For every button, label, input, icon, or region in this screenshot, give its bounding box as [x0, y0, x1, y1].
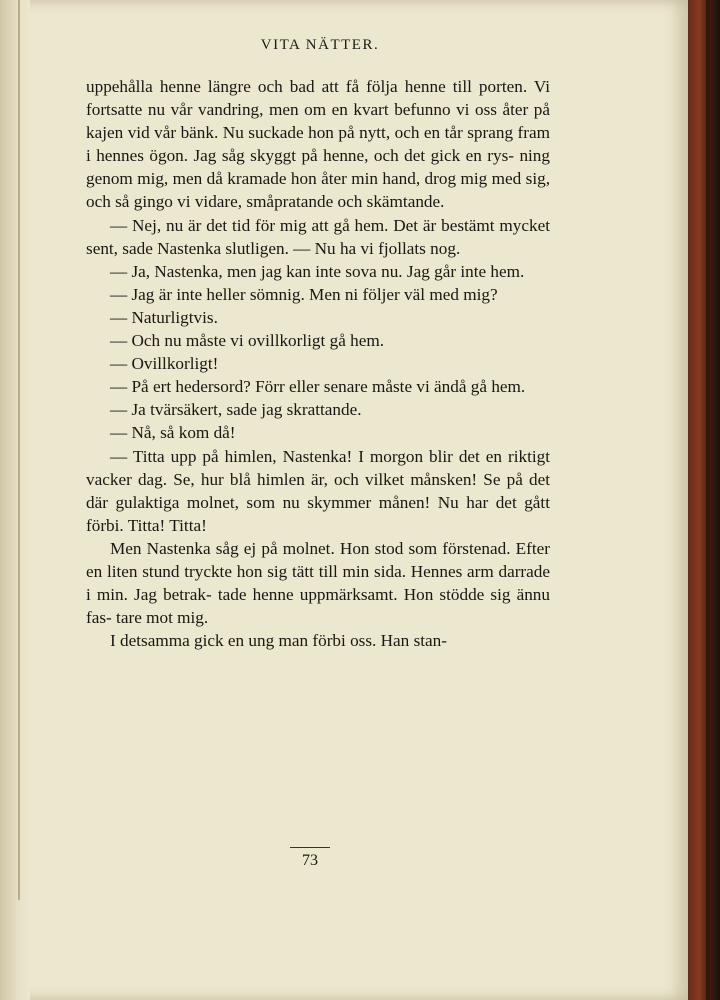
page-number: 73: [302, 852, 318, 869]
folio-rule: [290, 847, 330, 848]
paragraph: — Jag är inte heller sömnig. Men ni följer väl med mig?: [110, 284, 498, 304]
body-text: [86, 75, 550, 652]
paragraph: — Naturligtvis.: [110, 307, 218, 327]
page-gutter: [0, 0, 30, 1000]
book-cover-edge: [688, 0, 720, 1000]
paragraph: — Ja, Nastenka, men jag kan inte sova nu. Jag går inte hem.: [110, 261, 525, 281]
book-cover-spine: [706, 0, 710, 1000]
paragraph: — Och nu måste vi ovillkorligt gå hem.: [110, 331, 385, 351]
paragraph: — Nå, så kom då!: [110, 423, 236, 443]
paragraph: — Titta upp på himlen, Nastenka! I morgon blir det en riktigt vacker dag. Se, hur blå himlen är, och vilket månsken! Se på det där gulaktiga molnet, som nu skymmer månen! Nu har det gått förbi. Titta! Titta!: [86, 446, 550, 535]
paragraph: — Nej, nu är det tid för mig att gå hem. Det är bestämt mycket sent, sade Nastenka slutligen. — Nu ha vi fjollats nog.: [86, 215, 550, 258]
gutter-fold-line: [18, 0, 20, 900]
paragraph: I detsamma gick en ung man förbi oss. Han stan-: [110, 631, 447, 651]
paragraph: — På ert hedersord? Förr eller senare måste vi ändå gå hem.: [110, 377, 526, 397]
paragraph: — Ja tvärsäkert, sade jag skrattande.: [110, 400, 362, 420]
paragraph: — Ovillkorligt!: [110, 354, 219, 374]
paragraph: uppehålla henne längre och bad att få följa henne till porten. Vi fortsatte nu vår vandring, men om en kvart befunno vi oss åter på kajen vid vår bänk. Nu suckade hon på nytt, och en tår sprang fram i hennes ögon. Jag såg skyggt på henne, och det gick en rys- ning genom mig, men då kramade hon åter min hand, drog mig med sig, och så gingo vi vidare, småpratande och skämtande.: [86, 77, 550, 212]
running-head: VITA NÄTTER.: [260, 37, 380, 53]
paragraph: Men Nastenka såg ej på molnet. Hon stod som förstenad. Efter en liten stund tryckte hon sig tätt till min sida. Hennes arm darrade i min. Jag betrak- tade henne uppmärksamt. Hon stödde sig ännu fas- tare mot mig.: [86, 538, 550, 628]
